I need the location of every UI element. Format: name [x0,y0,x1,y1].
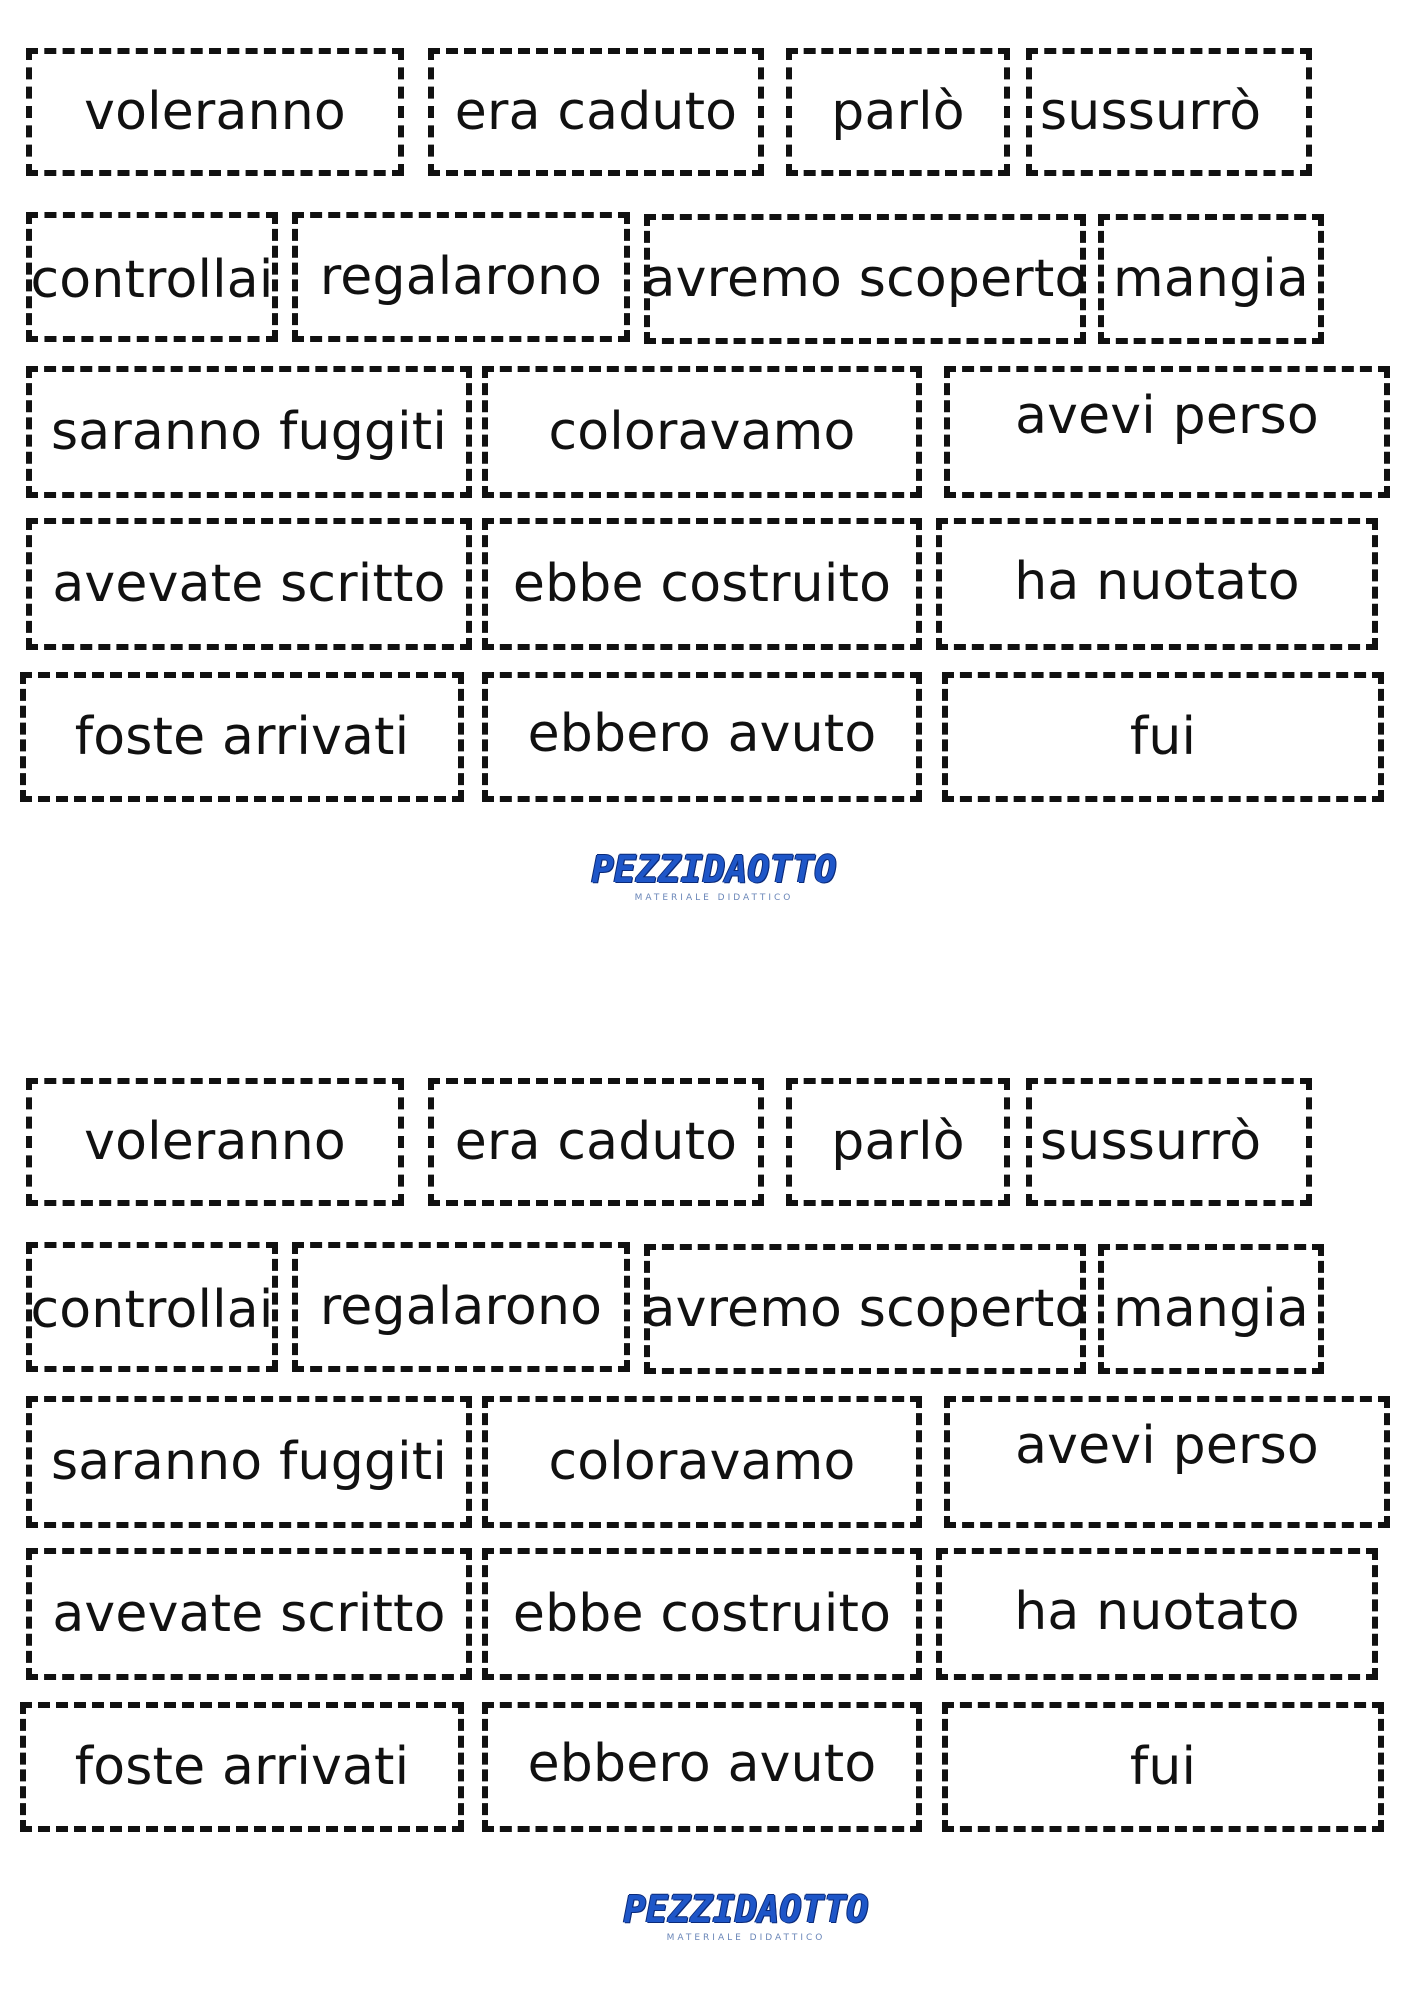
verb-card-label: fui [1129,707,1197,767]
verb-card-label: coloravamo [548,1432,856,1492]
verb-card[interactable] [936,518,1378,650]
verb-card-label: fui [1129,1737,1197,1797]
logo-name: PEZZIDAOTTO [591,848,837,891]
verb-card-label: avevi perso [1015,386,1319,446]
verb-card[interactable] [1098,1244,1324,1374]
verb-card[interactable] [20,672,464,802]
verb-card[interactable] [292,1242,630,1372]
verb-card[interactable] [936,1548,1378,1680]
verb-card[interactable] [482,1702,922,1832]
verb-card-label: parlò [831,82,965,142]
verb-card[interactable] [482,672,922,802]
verb-card-label: mangia [1113,249,1309,309]
verb-card[interactable] [786,48,1010,176]
logo [596,1888,896,1943]
verb-card-label: parlò [831,1112,965,1172]
verb-card-label: voleranno [84,82,346,142]
verb-card-label: foste arrivati [74,1737,410,1797]
verb-card[interactable] [428,1078,764,1206]
verb-card-label: controllai [30,1280,274,1340]
verb-card[interactable] [482,1396,922,1528]
verb-card-label: avevate scritto [52,554,446,614]
verb-card-label: saranno fuggiti [50,402,448,462]
verb-card[interactable] [944,1396,1390,1528]
verb-card-label: avremo scoperto [643,249,1087,309]
verb-card[interactable] [26,48,404,176]
verb-card[interactable] [644,1244,1086,1374]
verb-card[interactable] [1026,48,1312,176]
verb-card-label: avremo scoperto [643,1279,1087,1339]
verb-card[interactable] [292,212,630,342]
verb-card[interactable] [26,366,472,498]
verb-card-label: voleranno [84,1112,346,1172]
verb-card[interactable] [26,1078,404,1206]
verb-card[interactable] [20,1702,464,1832]
verb-card[interactable] [428,48,764,176]
verb-card-label: ebbe costruito [512,1584,892,1644]
verb-card-label: avevi perso [1015,1416,1319,1476]
logo-tagline: MATERIALE DIDATTICO [634,893,794,903]
verb-card-label: era caduto [454,1112,738,1172]
verb-card-label: saranno fuggiti [50,1432,448,1492]
verb-card[interactable] [1026,1078,1312,1206]
cards-sheet-top [0,0,1414,960]
logo [564,848,864,903]
verb-card-label: sussurrò [1040,1112,1262,1172]
verb-card[interactable] [26,1396,472,1528]
verb-card-label: regalarono [319,1277,603,1337]
verb-card-label: controllai [30,250,274,310]
verb-card-label: foste arrivati [74,707,410,767]
cards-sheet-bottom [0,1030,1414,1990]
verb-card-label: ebbe costruito [512,554,892,614]
verb-card[interactable] [26,518,472,650]
verb-card[interactable] [942,672,1384,802]
verb-card[interactable] [786,1078,1010,1206]
verb-card[interactable] [482,518,922,650]
verb-card[interactable] [1098,214,1324,344]
logo-tagline: MATERIALE DIDATTICO [666,1933,826,1943]
verb-card-label: ebbero avuto [527,1734,877,1794]
verb-card-label: mangia [1113,1279,1309,1339]
verb-card-label: era caduto [454,82,738,142]
verb-card-label: coloravamo [548,402,856,462]
verb-card[interactable] [482,1548,922,1680]
logo-name: PEZZIDAOTTO [623,1888,869,1931]
verb-card-label: sussurrò [1040,82,1262,142]
verb-card-label: regalarono [319,247,603,307]
verb-card-label: avevate scritto [52,1584,446,1644]
verb-card[interactable] [644,214,1086,344]
verb-card-label: ha nuotato [1014,1582,1300,1642]
verb-card[interactable] [942,1702,1384,1832]
verb-card[interactable] [26,1242,278,1372]
verb-card[interactable] [26,1548,472,1680]
verb-card[interactable] [482,366,922,498]
verb-card-label: ebbero avuto [527,704,877,764]
verb-card[interactable] [944,366,1390,498]
verb-card[interactable] [26,212,278,342]
verb-card-label: ha nuotato [1014,552,1300,612]
